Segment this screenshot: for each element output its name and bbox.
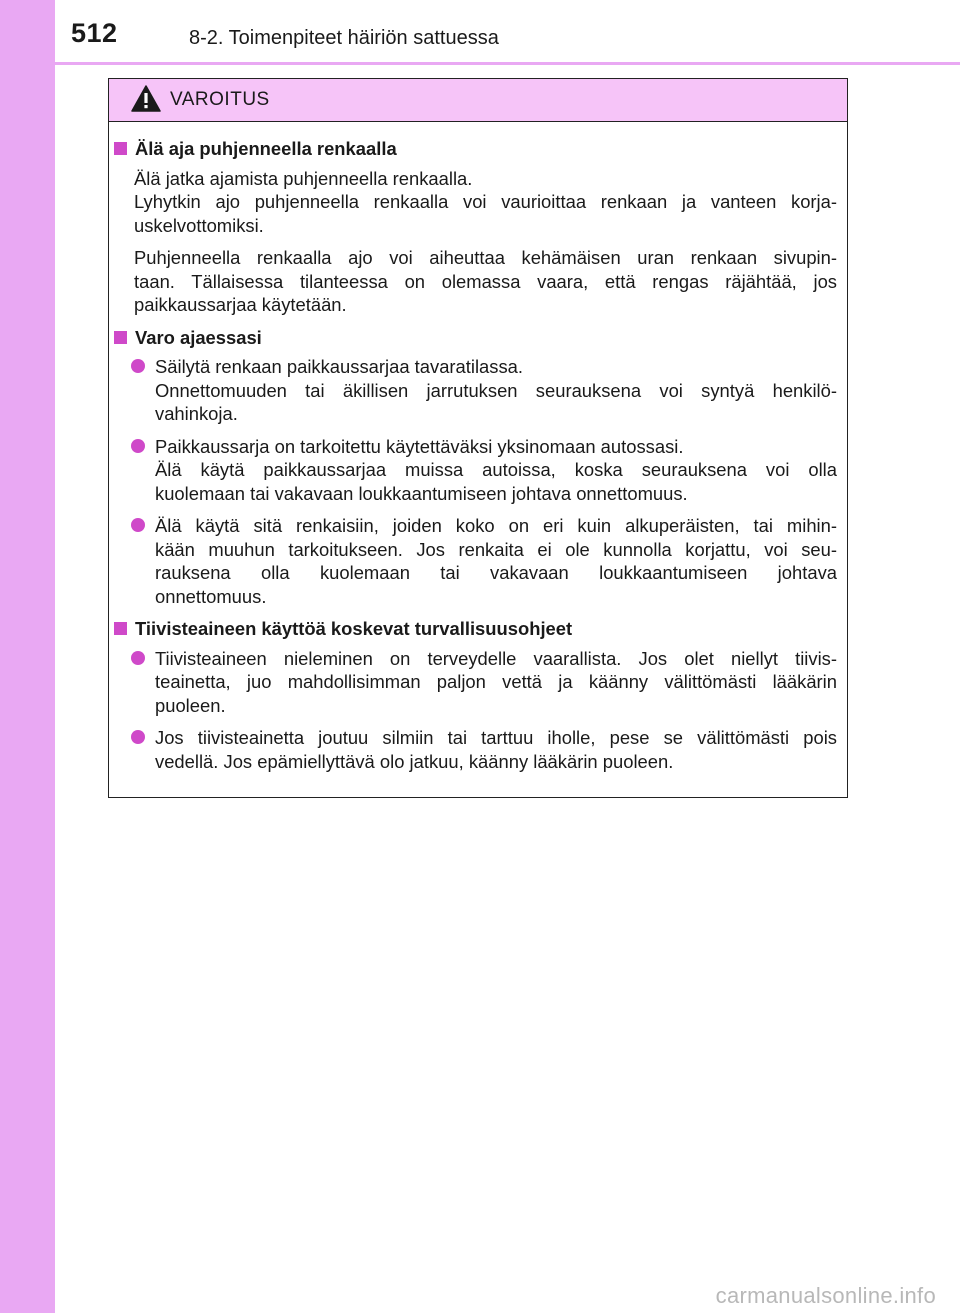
warning-title: VAROITUS	[170, 89, 270, 110]
square-bullet-icon	[114, 622, 127, 635]
section-title: 8-2. Toimenpiteet häiriön sattuessa	[189, 27, 499, 49]
watermark: carmanualsonline.info	[715, 1283, 936, 1308]
header-rule	[55, 62, 960, 65]
round-bullet-icon	[131, 651, 145, 665]
paragraph: Puhjenneella renkaalla ajo voi aiheuttaa kehämäisen uran renkaan sivupin- taan. Tällaisessa tilanteessa on olemassa vaara, että rengas räjähtää, jos paikkaussarjaa käytetään.	[134, 247, 837, 315]
square-bullet-icon	[114, 331, 127, 344]
page-header	[55, 0, 960, 66]
round-bullet-icon	[131, 730, 145, 744]
paragraph: Älä jatka ajamista puhjenneella renkaalla. Lyhytkin ajo puhjenneella renkaalla voi vaurioittaa renkaan ja vanteen korja- uskelvottomiksi.	[134, 167, 837, 236]
list-item: Paikkaussarja on tarkoitettu käytettäväksi yksinomaan autossasi. Älä käytä paikkaussarjaa muissa autoissa, koska seurauksena voi olla kuolemaan tai vakavaan loukkaantumiseen johtava onnettomuus.	[155, 435, 837, 506]
warning-box	[108, 78, 848, 798]
list-item: Tiivisteaineen nieleminen on terveydelle vaarallista. Jos olet niellyt tiivis- teainetta, juo mahdollisimman paljon vettä ja käänny välittömästi lääkärin puoleen.	[155, 647, 837, 718]
section-heading: Älä aja puhjenneella renkaalla	[109, 137, 847, 161]
section-heading: Varo ajaessasi	[109, 326, 847, 350]
square-bullet-icon	[114, 142, 127, 155]
side-color-strip	[0, 0, 55, 1313]
warning-header	[109, 79, 847, 122]
round-bullet-icon	[131, 359, 145, 373]
list-item: Jos tiivisteainetta joutuu silmiin tai tarttuu iholle, pese se välittömästi pois vedellä. Jos epämiellyttävä olo jatkuu, käänny lääkärin puoleen.	[155, 726, 837, 773]
warning-content	[109, 137, 847, 782]
list-item: Älä käytä sitä renkaisiin, joiden koko on eri kuin alkuperäisten, tai mihin- kään muuhun tarkoitukseen. Jos renkaita ei ole kunnolla korjattu, voi seu- rauksena olla kuolemaan tai vakavaan loukkaantumiseen johtava onnettomuus.	[155, 514, 837, 608]
warning-triangle-icon	[131, 85, 161, 113]
round-bullet-icon	[131, 518, 145, 532]
section-heading: Tiivisteaineen käyttöä koskevat turvallisuusohjeet	[109, 617, 847, 641]
round-bullet-icon	[131, 439, 145, 453]
page-number: 512	[71, 18, 118, 48]
list-item: Säilytä renkaan paikkaussarjaa tavaratilassa. Onnettomuuden tai äkillisen jarrutuksen seurauksena voi syntyä henkilö- vahinkoja.	[155, 355, 837, 426]
